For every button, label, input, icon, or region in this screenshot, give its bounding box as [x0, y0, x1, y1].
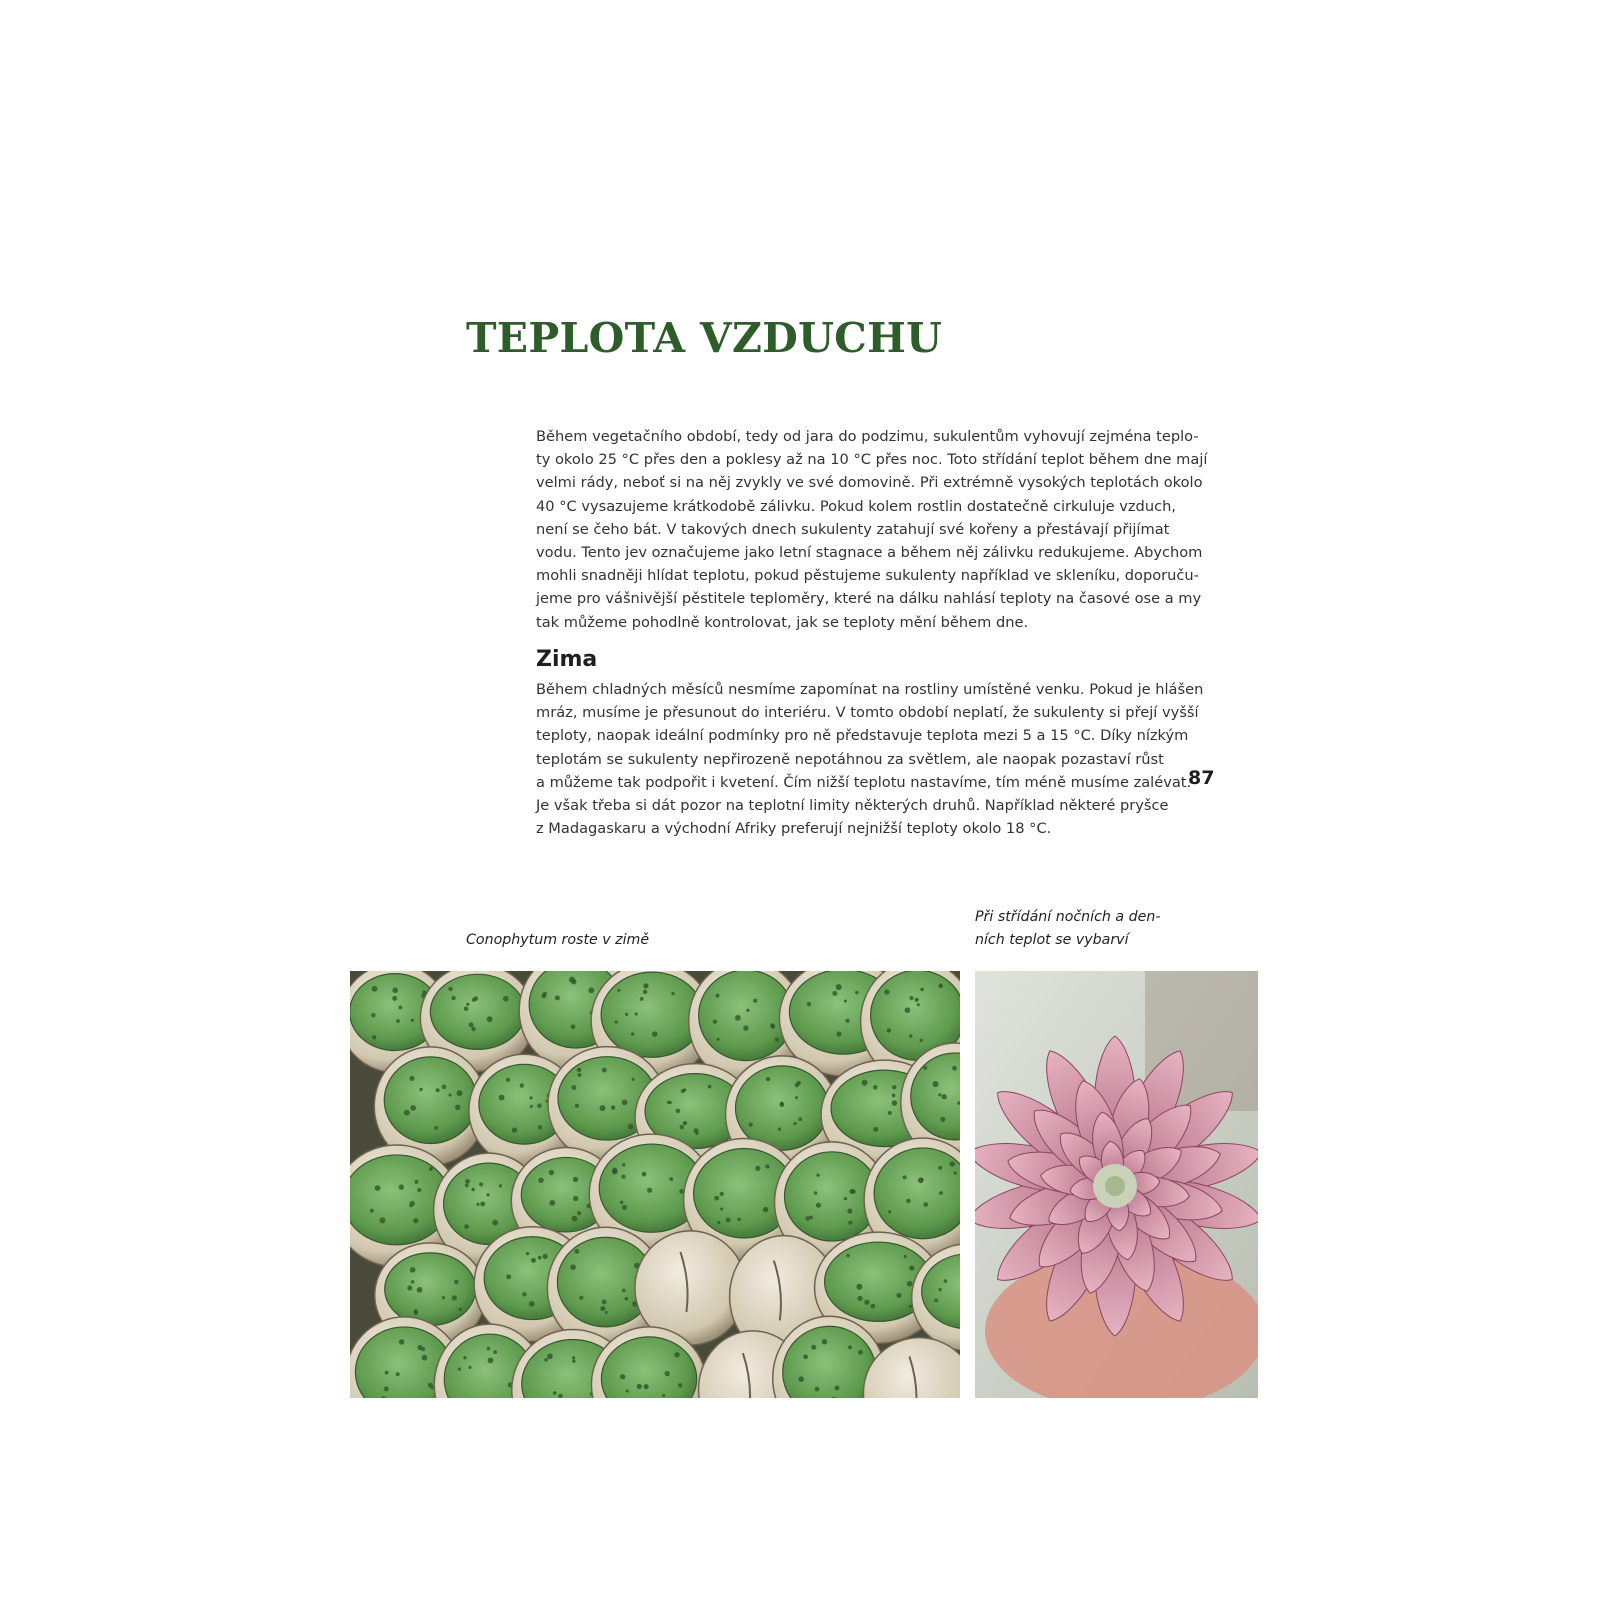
zima-line: Během chladných měsíců nesmíme zapomínat na rostliny umístěné venku. Pokud je hlášen [536, 681, 1204, 698]
intro-line: Během vegetačního období, tedy od jara do podzimu, sukulentům vyhovují zejména teplo- [536, 428, 1199, 445]
zima-line: mráz, musíme je přesunout do interiéru. V tomto období neplatí, že sukulenty si přejí vyšší [536, 704, 1199, 722]
intro-line: není se čeho bát. V takových dnech sukulenty zatahují své kořeny a přestávají přijímat [536, 520, 1170, 538]
intro-line: vodu. Tento jev označujeme jako letní stagnace a během něj zálivku redukujeme. Abychom [536, 544, 1203, 562]
conophytum-illustration [350, 971, 960, 1398]
zima-line: teploty, naopak ideální podmínky pro ně představuje teplota mezi 5 a 15 °C. Díky nízkým [536, 727, 1189, 745]
conophytum-photo [350, 971, 960, 1398]
intro-line: tak můžeme pohodlně kontrolovat, jak se teploty mění během dne. [536, 613, 1029, 631]
caption-line: Při střídání nočních a den- [975, 909, 1161, 925]
zima-line: z Madagaskaru a východní Afriky preferují nejnižší teploty okolo 18 °C. [536, 820, 1052, 838]
page-title: TEPLOTA VZDUCHU [466, 314, 943, 362]
intro-line: velmi rády, neboť si na něj zvykly ve své domovině. Při extrémně vysokých teplotách okolo [536, 474, 1203, 492]
section-heading-zima: Zima [536, 647, 598, 672]
intro-line: 40 °C vysazujeme krátkodobě zálivku. Pokud kolem rostlin dostatečně cirkuluje vzduch, [536, 497, 1176, 515]
zima-line: Je však třeba si dát pozor na teplotní limity některých druhů. Například některé pryšce [536, 797, 1169, 815]
zima-line: a můžeme tak podpořit i kvetení. Čím nižší teplotu nastavíme, tím méně musíme zalévat. [536, 773, 1192, 791]
zima-line: teplotám se sukulenty nepřirozeně nepotáhnou za světlem, ale naopak pozastaví růst [536, 750, 1164, 768]
caption-conophytum: Conophytum roste v zimě [466, 932, 650, 948]
caption-echeveria [975, 906, 1160, 952]
intro-line: mohli snadněji hlídat teplotu, pokud pěstujeme sukulenty například ve skleníku, doporuču- [536, 567, 1199, 585]
caption-line: ních teplot se vybarví [975, 932, 1129, 948]
intro-line: ty okolo 25 °C přes den a poklesy až na 10 °C přes noc. Toto střídání teplot během dne mají [536, 451, 1208, 469]
intro-paragraph [536, 425, 1208, 634]
echeveria-photo [975, 971, 1258, 1398]
page-number: 87 [1188, 767, 1215, 789]
echeveria-illustration [975, 971, 1258, 1398]
intro-line: jeme pro vášnivější pěstitele teploměry, které na dálku nahlásí teploty na časové ose a my [536, 590, 1202, 608]
